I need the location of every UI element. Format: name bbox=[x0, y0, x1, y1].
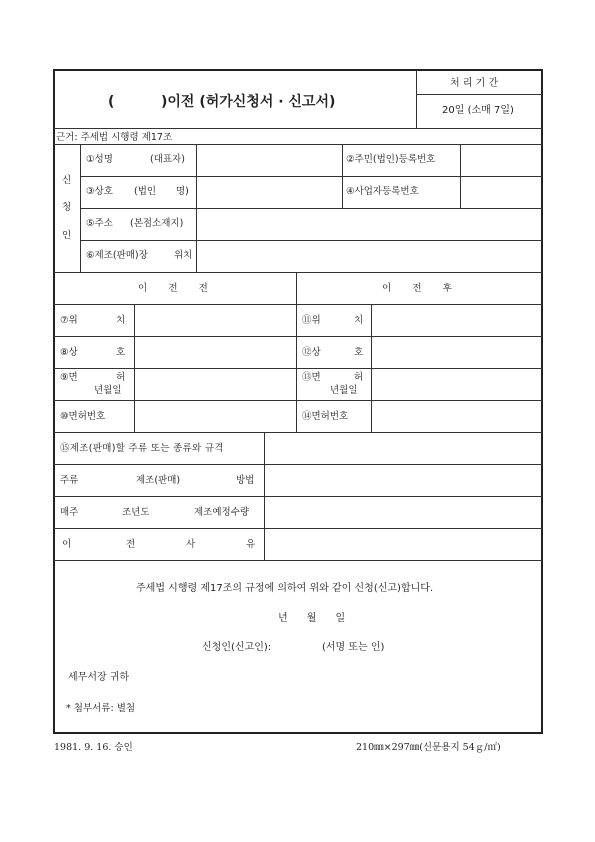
name-sub-label: (대표자) bbox=[150, 154, 185, 165]
after-license-date-label: ⑬면 bbox=[302, 372, 321, 383]
applicant-section-label: 신 bbox=[62, 175, 72, 186]
business-reg-label: ④사업자등록번호 bbox=[346, 186, 419, 197]
method-label-b: 제조(판매) bbox=[136, 475, 181, 486]
transfer-row-rule bbox=[54, 400, 542, 401]
attachment-note: * 첨부서류: 별첨 bbox=[66, 703, 136, 714]
volume-label-b: 조년도 bbox=[122, 507, 150, 518]
kind-spec-label: ⑮제조(판매)할 주류 또는 종류와 규격 bbox=[60, 443, 224, 454]
volume-label-c: 제조예정수량 bbox=[194, 507, 250, 518]
reason-label: 이 bbox=[62, 539, 72, 550]
before-trade-label: ⑧상 bbox=[60, 347, 78, 358]
trade-name-sub-b: 명) bbox=[176, 186, 189, 197]
before-license-date-label: 년월일 bbox=[94, 385, 122, 396]
processing-period-value: 20일 (소매 7일) bbox=[442, 105, 514, 116]
after-trade-label: ⑫상 bbox=[302, 347, 321, 358]
before-trade-label: 호 bbox=[116, 347, 126, 358]
after-license-date-label: 허 bbox=[354, 372, 364, 383]
applicant-row-rule bbox=[80, 176, 542, 177]
items-row-rule bbox=[54, 464, 542, 465]
before-location-label: ⑦위 bbox=[60, 315, 78, 326]
after-location-label: 치 bbox=[354, 315, 364, 326]
items-bottom-rule bbox=[54, 560, 542, 561]
before-license-no-label: ⑩면허번호 bbox=[60, 411, 106, 422]
transfer-row-rule bbox=[54, 304, 542, 305]
after-license-no-label: ⑭면허번호 bbox=[302, 411, 349, 422]
header-bottom-rule bbox=[54, 128, 542, 129]
declaration-statement: 주세법 시행령 제17조의 규정에 의하여 위와 같이 신청(신고)합니다. bbox=[136, 583, 434, 594]
basis-rule bbox=[54, 144, 542, 145]
method-label-a: 주류 bbox=[60, 475, 79, 486]
transfer-center-line bbox=[296, 272, 297, 432]
page-title: )이전 (허가신청서 · 신고서) bbox=[161, 94, 336, 110]
title-prefix: ( bbox=[108, 94, 115, 110]
reason-label: 사 bbox=[186, 539, 196, 550]
after-transfer-header: 이 전 후 bbox=[382, 283, 452, 294]
period-divider bbox=[416, 94, 542, 95]
method-label-c: 방법 bbox=[236, 475, 255, 486]
after-location-label: ⑪위 bbox=[302, 315, 321, 326]
before-license-date-label: ⑨면 bbox=[60, 372, 78, 383]
declaration-date: 년 월 일 bbox=[278, 613, 346, 624]
paper-spec: 210㎜×297㎜(신문용지 54ｇ/㎡) bbox=[356, 742, 501, 753]
items-row-rule bbox=[54, 528, 542, 529]
volume-label-a: 매주 bbox=[60, 507, 79, 518]
trade-name-label: ③상호 bbox=[86, 186, 113, 197]
reason-label: 유 bbox=[246, 539, 256, 550]
reason-label: 전 bbox=[126, 539, 136, 550]
address-sub-label: (본점소재지) bbox=[130, 218, 184, 229]
header-divider bbox=[416, 70, 417, 128]
transfer-bottom-rule bbox=[54, 432, 542, 433]
after-trade-label: 호 bbox=[354, 347, 364, 358]
before-transfer-header: 이 전 전 bbox=[138, 283, 208, 294]
name-label: ①성명 bbox=[86, 154, 113, 165]
applicant-row-rule bbox=[80, 240, 542, 241]
factory-sub-label: 위치 bbox=[174, 250, 193, 261]
factory-label: ⑥제조(판매)장 bbox=[86, 250, 148, 261]
applicant-row-rule bbox=[80, 208, 542, 209]
before-location-label: 치 bbox=[116, 315, 126, 326]
form-frame bbox=[53, 69, 543, 734]
address-label: ⑤주소 bbox=[86, 218, 113, 229]
trade-name-sub-a: (법인 bbox=[134, 186, 157, 197]
applicant-section-label: 청 bbox=[62, 202, 72, 213]
applicant-section-label: 인 bbox=[62, 230, 72, 241]
signer-note: (서명 또는 인) bbox=[322, 642, 385, 653]
legal-basis: 근거: 주세법 시행령 제17조 bbox=[56, 132, 173, 143]
resident-number-label: ②주민(법인)등록번호 bbox=[346, 154, 436, 165]
processing-period-label: 처 리 기 간 bbox=[450, 78, 499, 89]
approval-date: 1981. 9. 16. 승인 bbox=[54, 742, 133, 753]
after-license-date-label: 년월일 bbox=[330, 385, 358, 396]
applicant-bottom-rule bbox=[54, 272, 542, 273]
items-row-rule bbox=[54, 496, 542, 497]
transfer-row-rule bbox=[54, 368, 542, 369]
transfer-row-rule bbox=[54, 336, 542, 337]
addressee: 세무서장 귀하 bbox=[68, 672, 130, 683]
before-license-date-label: 허 bbox=[116, 372, 126, 383]
signer-label: 신청인(신고인): bbox=[202, 642, 272, 653]
